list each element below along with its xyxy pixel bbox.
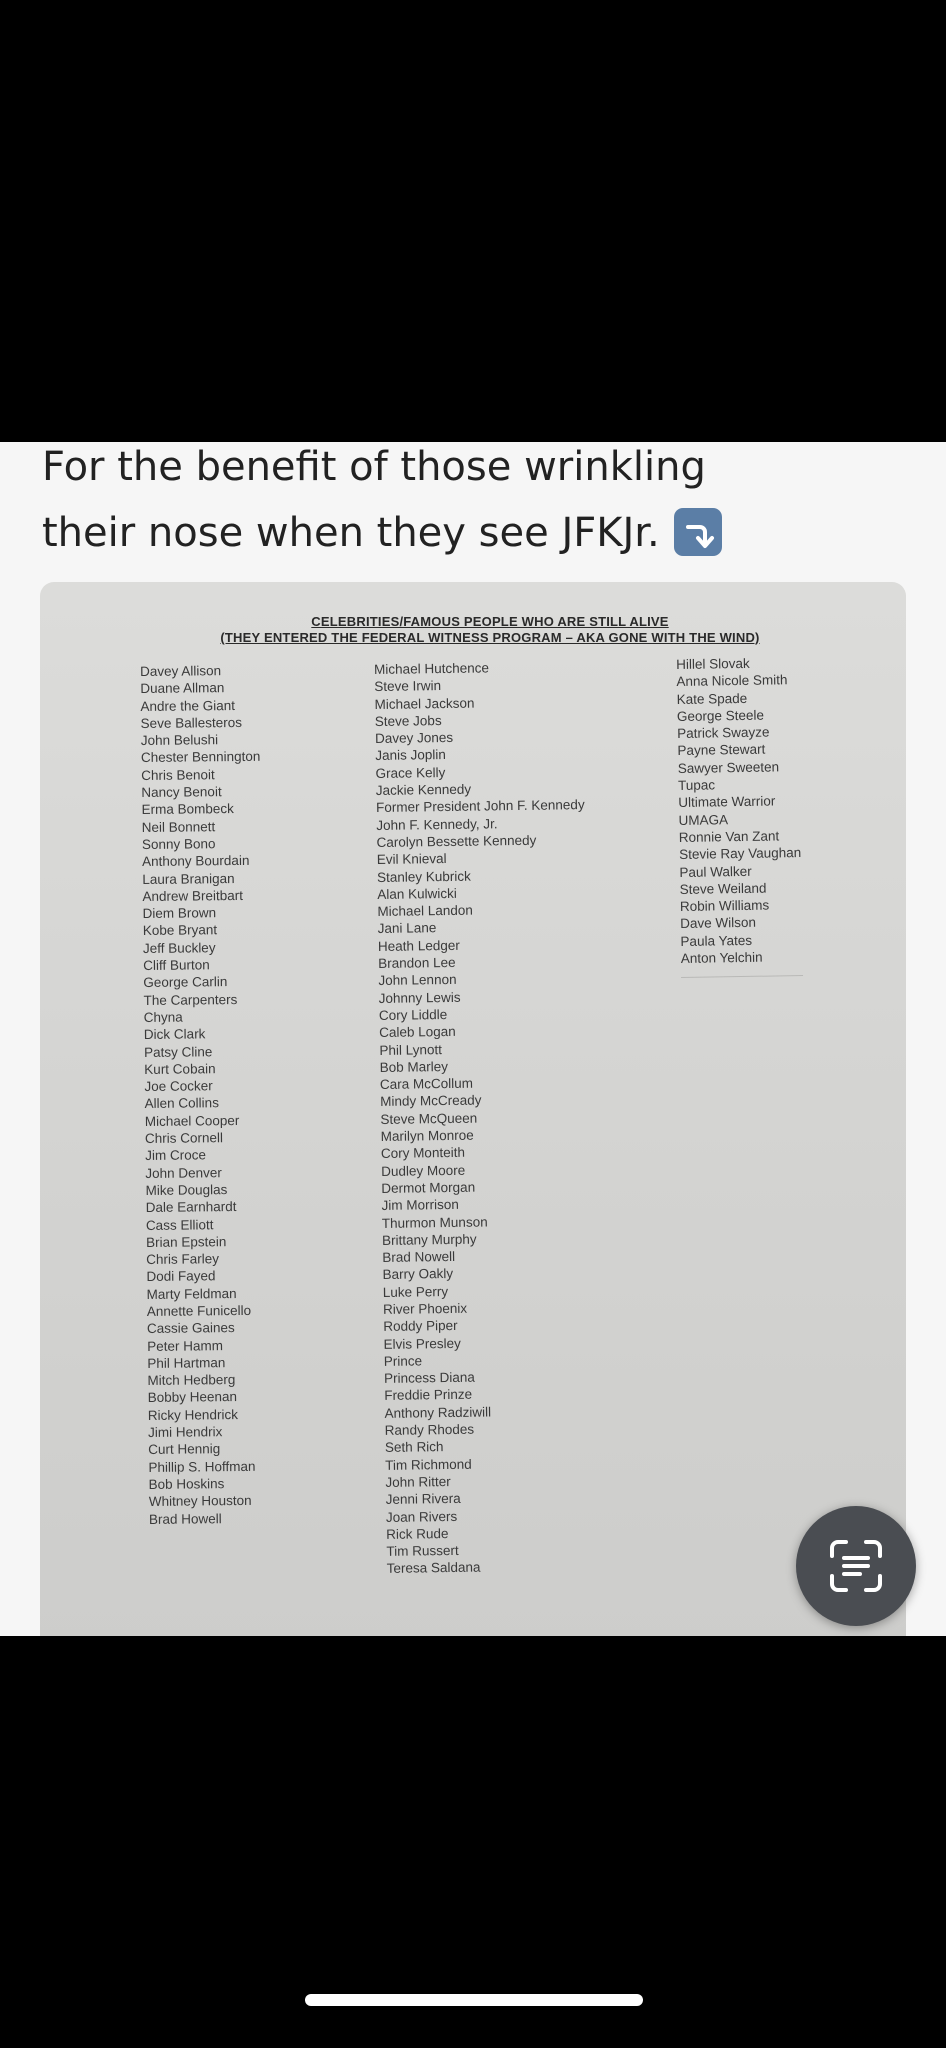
post-content bbox=[0, 442, 946, 1636]
name-list-item: Neil Bonnett bbox=[141, 818, 216, 835]
name-list-item: George Steele bbox=[676, 707, 765, 724]
name-list-item: Brad Nowell bbox=[382, 1249, 456, 1266]
name-list-item: Johnny Lewis bbox=[378, 989, 461, 1006]
name-list-item: Brandon Lee bbox=[378, 954, 456, 972]
name-list-item: Steve McQueen bbox=[380, 1110, 478, 1127]
name-list-item: Barry Oakly bbox=[382, 1266, 454, 1283]
name-list-item: Jeff Buckley bbox=[142, 939, 216, 956]
name-list-item: Jenni Rivera bbox=[385, 1491, 461, 1508]
name-list-item: Mindy McCready bbox=[380, 1092, 482, 1110]
name-list-item: Roddy Piper bbox=[383, 1318, 458, 1335]
name-list-item: Carolyn Bessette Kennedy bbox=[376, 832, 537, 850]
name-list-item: Cory Liddle bbox=[378, 1006, 448, 1023]
name-list-item: Sawyer Sweeten bbox=[677, 759, 780, 776]
name-list-item: Evil Knieval bbox=[376, 851, 447, 868]
name-list-item: Ultimate Warrior bbox=[678, 793, 776, 811]
name-list-item: Anthony Bourdain bbox=[142, 853, 250, 870]
document-subtitle: (THEY ENTERED THE FEDERAL WITNESS PROGRAM – AKA GONE WITH THE WIND) bbox=[220, 630, 760, 645]
name-list-item: Jim Croce bbox=[145, 1147, 207, 1164]
name-list-item: Payne Stewart bbox=[677, 742, 766, 759]
name-list-item: Michael Jackson bbox=[374, 695, 475, 712]
name-list-item: Dudley Moore bbox=[381, 1162, 466, 1179]
name-list-item: Cory Monteith bbox=[380, 1145, 466, 1162]
name-list-item: Princess Diana bbox=[383, 1369, 475, 1387]
name-list-item: Tupac bbox=[677, 777, 716, 794]
name-list-item: Brittany Murphy bbox=[381, 1231, 477, 1248]
name-list-item: Davey Allison bbox=[140, 663, 222, 679]
name-list-item: Curt Hennig bbox=[148, 1441, 221, 1458]
name-list-item: Mike Douglas bbox=[145, 1182, 228, 1198]
name-list-item: Joe Cocker bbox=[144, 1078, 213, 1095]
name-list-item: Cara McCollum bbox=[379, 1075, 474, 1093]
name-list-item: Anton Yelchin bbox=[680, 949, 763, 967]
name-list-item: Freddie Prinze bbox=[384, 1387, 473, 1404]
name-list-item: Ronnie Van Zant bbox=[678, 828, 780, 845]
live-text-scan-icon bbox=[826, 1536, 886, 1596]
name-list-item: Marty Feldman bbox=[146, 1285, 237, 1302]
name-list-item: Chris Benoit bbox=[141, 767, 215, 783]
name-list-item: Patsy Cline bbox=[143, 1043, 213, 1060]
name-list-item: Chris Farley bbox=[146, 1251, 220, 1268]
name-list-item: Peter Hamm bbox=[147, 1337, 224, 1354]
live-text-button[interactable] bbox=[796, 1506, 916, 1626]
name-list-item: Randy Rhodes bbox=[384, 1421, 475, 1438]
names-column-3 bbox=[676, 654, 803, 978]
name-list-item: Rick Rude bbox=[386, 1525, 449, 1542]
name-list-item: John Denver bbox=[145, 1164, 222, 1181]
name-list-item: Mitch Hedberg bbox=[147, 1372, 236, 1389]
name-list-item: Steve Weiland bbox=[679, 880, 767, 897]
names-column-2 bbox=[374, 658, 595, 1578]
name-list-item: Michael Cooper bbox=[144, 1112, 240, 1129]
document-photo bbox=[40, 582, 906, 1636]
name-list-item: Janis Joplin bbox=[375, 747, 446, 764]
name-list-item: Dodi Fayed bbox=[146, 1268, 216, 1285]
name-list-item: Chyna bbox=[143, 1009, 183, 1025]
name-list-item: Michael Hutchence bbox=[374, 660, 490, 677]
name-list-item: Bobby Heenan bbox=[147, 1389, 238, 1406]
name-list-item: Jackie Kennedy bbox=[375, 781, 472, 799]
name-list-item: Chester Bennington bbox=[140, 749, 261, 766]
name-list-item: Davey Jones bbox=[374, 730, 454, 747]
name-list-item: Duane Allman bbox=[140, 680, 225, 697]
name-list-item: Andre the Giant bbox=[140, 697, 236, 714]
caption-line-2 bbox=[42, 500, 922, 566]
name-list-item: Sonny Bono bbox=[141, 836, 216, 852]
name-list-item: Dick Clark bbox=[143, 1026, 206, 1043]
name-list-item: Tim Russert bbox=[386, 1543, 459, 1560]
name-list-item: Prince bbox=[383, 1353, 423, 1369]
name-list-item: Bob Hoskins bbox=[148, 1476, 225, 1492]
name-list-item: Cliff Burton bbox=[143, 957, 210, 974]
name-list-item: Kurt Cobain bbox=[144, 1061, 216, 1077]
name-list-item: Jani Lane bbox=[377, 920, 437, 937]
name-list-item: Chris Cornell bbox=[144, 1130, 224, 1146]
name-list-item: Seve Ballesteros bbox=[140, 714, 243, 731]
name-list-item: Seth Rich bbox=[384, 1439, 444, 1456]
name-list-item: Laura Branigan bbox=[142, 870, 235, 887]
name-list-item: Bob Marley bbox=[379, 1058, 449, 1075]
name-list-item: Joan Rivers bbox=[385, 1508, 458, 1525]
name-list-item: Allen Collins bbox=[144, 1095, 219, 1112]
name-list-item: Dave Wilson bbox=[680, 915, 757, 932]
name-list-item: Brian Epstein bbox=[145, 1233, 227, 1250]
name-list-item: Heath Ledger bbox=[377, 937, 460, 954]
name-list-item: Nancy Benoit bbox=[141, 784, 222, 801]
document-title: CELEBRITIES/FAMOUS PEOPLE WHO ARE STILL ALIVE bbox=[311, 614, 669, 629]
name-list-item: Kobe Bryant bbox=[142, 922, 218, 939]
name-list-item: Stevie Ray Vaughan bbox=[679, 845, 802, 863]
name-list-item: Thurmon Munson bbox=[381, 1213, 488, 1231]
name-list-item: Hillel Slovak bbox=[676, 655, 750, 672]
name-list-item: Marilyn Monroe bbox=[380, 1127, 474, 1144]
right-arrow-curving-down-icon bbox=[674, 508, 722, 556]
name-list-item: Ricky Hendrick bbox=[147, 1406, 238, 1423]
name-list-item: Diem Brown bbox=[142, 905, 217, 922]
name-list-item: Anthony Radziwill bbox=[384, 1404, 492, 1421]
name-list-item: Andrew Breitbart bbox=[142, 887, 244, 904]
name-list-item: Caleb Logan bbox=[379, 1024, 456, 1041]
home-indicator[interactable] bbox=[305, 1994, 643, 2006]
name-list-item: River Phoenix bbox=[382, 1300, 468, 1317]
name-list-item: Robin Williams bbox=[679, 897, 770, 915]
name-list-item: Cassie Gaines bbox=[146, 1320, 235, 1337]
name-list-item: Dermot Morgan bbox=[381, 1179, 476, 1196]
name-list-item: Jim Morrison bbox=[381, 1197, 459, 1214]
name-list-item: George Carlin bbox=[143, 974, 228, 991]
name-list-item: Erma Bombeck bbox=[141, 801, 234, 818]
name-list-item: Patrick Swayze bbox=[677, 724, 770, 742]
name-list-item: Grace Kelly bbox=[375, 764, 446, 781]
name-list-item: The Carpenters bbox=[143, 991, 238, 1008]
name-list-item: John Lennon bbox=[378, 972, 457, 989]
name-list-item: UMAGA bbox=[678, 811, 729, 828]
name-list-item: Dale Earnhardt bbox=[145, 1199, 237, 1216]
name-list-item: Paul Walker bbox=[679, 863, 752, 880]
caption-line-2-text: their nose when they see JFKJr. bbox=[42, 510, 660, 556]
name-list-item: Anna Nicole Smith bbox=[676, 672, 788, 690]
name-list-item: Cass Elliott bbox=[145, 1216, 214, 1233]
name-list-item: John Belushi bbox=[140, 732, 219, 749]
name-list-item: Stanley Kubrick bbox=[376, 868, 471, 885]
name-list-item: Paula Yates bbox=[680, 932, 753, 949]
name-list-item: Phillip S. Hoffman bbox=[148, 1458, 256, 1475]
name-list-item: Phil Lynott bbox=[379, 1041, 443, 1058]
name-list-item: Tim Richmond bbox=[385, 1456, 472, 1473]
names-column-1 bbox=[140, 662, 268, 1528]
name-list-item: Brad Howell bbox=[148, 1510, 222, 1527]
name-list-item: Alan Kulwicki bbox=[377, 885, 457, 902]
name-list-item: Phil Hartman bbox=[147, 1355, 226, 1371]
name-list-item: Teresa Saldana bbox=[386, 1560, 481, 1577]
name-list-item: Whitney Houston bbox=[148, 1493, 252, 1510]
name-list-item: Kate Spade bbox=[676, 690, 748, 707]
caption-line-1: For the benefit of those wrinkling bbox=[42, 444, 706, 490]
post-caption bbox=[42, 442, 922, 566]
name-list-item: Luke Perry bbox=[382, 1283, 449, 1300]
name-list-item: Steve Jobs bbox=[374, 712, 442, 729]
name-list-item: John F. Kennedy, Jr. bbox=[376, 815, 498, 833]
name-list-item: Former President John F. Kennedy bbox=[375, 797, 585, 816]
name-list-item: Annette Funicello bbox=[146, 1302, 252, 1319]
name-list-item: John Ritter bbox=[385, 1473, 451, 1490]
name-list-item: Michael Landon bbox=[377, 902, 473, 920]
name-list-item: Steve Irwin bbox=[374, 678, 442, 695]
name-list-item: Jimi Hendrix bbox=[147, 1424, 223, 1441]
name-list-item: Elvis Presley bbox=[383, 1335, 461, 1352]
